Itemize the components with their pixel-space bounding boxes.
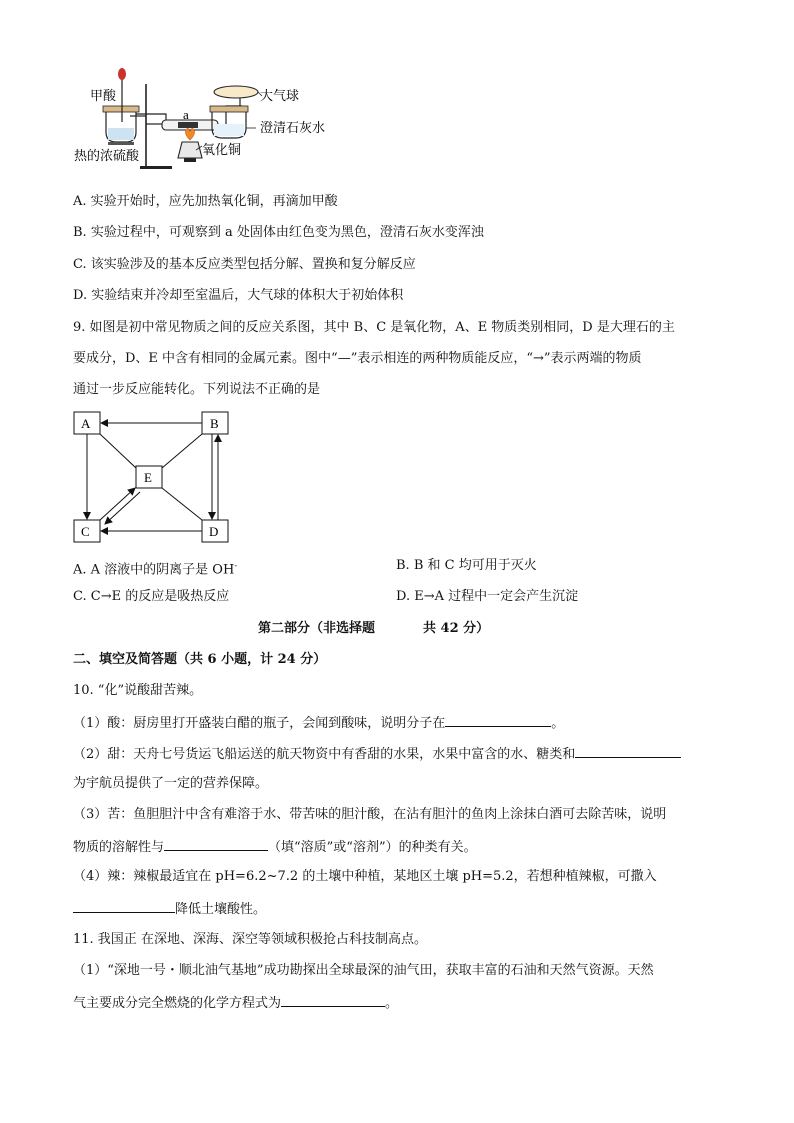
- part2-title: 第二部分（非选择题 共 42 分）: [258, 621, 490, 636]
- q10-stem: 10. “化”说酸甜苦辣。: [73, 683, 203, 698]
- label-balloon: 大气球: [260, 88, 300, 103]
- q9-option-b: B. B 和 C 均可用于灭火: [396, 558, 537, 573]
- q10-part-3-line-1: （3）苦：鱼胆胆汁中含有难溶于水、带苦味的胆汁酸，在沾有胆汁的鱼肉上涂抹白酒可去除苦味，说明: [73, 807, 667, 822]
- dropper-bulb-icon: [118, 68, 126, 80]
- relation-diagram: [70, 408, 240, 548]
- answer-blank[interactable]: [445, 712, 551, 727]
- answer-blank[interactable]: [575, 743, 681, 758]
- answer-blank[interactable]: [164, 836, 268, 851]
- q10-part-3-line-2: 物质的溶解性与 （填“溶质”或“溶剂”）的种类有关。: [73, 836, 477, 858]
- answer-blank[interactable]: [73, 898, 175, 913]
- q10-part-4-line-1: （4）辣：辣椒最适宜在 pH=6.2~7.2 的土壤中种植，某地区土壤 pH=5.2，若想种植辣椒，可撒入: [73, 869, 657, 884]
- node-b: B: [210, 416, 219, 431]
- label-copper-oxide: 氧化铜: [202, 142, 242, 157]
- q9-stem-line-2: 要成分，D、E 中含有相同的金属元素。图中“—”表示相连的两种物质能反应，“→”表示两端的物质: [73, 351, 642, 366]
- q9-option-a: A. A 溶液中的阴离子是 OH-: [73, 561, 238, 578]
- label-formic-acid: 甲酸: [90, 88, 117, 103]
- q11-part-1-line-2: 气主要成分完全燃烧的化学方程式为 。: [73, 992, 398, 1014]
- node-a: A: [81, 416, 91, 431]
- copper-oxide-sample: [178, 122, 198, 128]
- edge-e-d: [162, 488, 202, 520]
- q9-option-d: D. E→A 过程中一定会产生沉淀: [396, 589, 579, 604]
- q9-stem-line-1: 9. 如图是初中常见物质之间的反应关系图，其中 B、C 是氧化物，A、E 物质类别相同，D 是大理石的主: [73, 320, 675, 335]
- q8-option-a: A. 实验开始时，应先加热氧化铜，再滴加甲酸: [73, 194, 338, 209]
- apparatus-figure: [70, 62, 330, 174]
- stand-base: [140, 166, 172, 169]
- node-e: E: [144, 470, 152, 485]
- q8-option-d: D. 实验结束并冷却至室温后，大气球的体积大于初始体积: [73, 288, 404, 303]
- answer-blank[interactable]: [281, 992, 385, 1007]
- q11-part-1-line-1: （1）“深地一号・顺北油气基地”成功勘探出全球最深的油气田，获取丰富的石油和天然气资源。天然: [73, 963, 654, 978]
- q8-option-b: B. 实验过程中，可观察到 a 处固体由红色变为黑色，澄清石灰水变浑浊: [73, 225, 484, 240]
- edge-e-b: [162, 434, 202, 468]
- section2-title: 二、填空及简答题（共 6 小题，计 24 分）: [73, 652, 327, 667]
- edge-e-a: [100, 434, 136, 468]
- q10-part-2-line-1: （2）甜：天舟七号货运飞船运送的航天物资中有香甜的水果，水果中富含的水、糖类和: [73, 743, 681, 765]
- label-limewater: 澄清石灰水: [260, 120, 326, 135]
- node-c: C: [81, 524, 90, 539]
- balloon-icon: [214, 86, 258, 98]
- node-d: D: [209, 524, 219, 539]
- svg-text:a: a: [183, 107, 189, 122]
- q10-part-1: （1）酸：厨房里打开盛装白醋的瓶子，会闻到酸味，说明分子在 。: [73, 712, 564, 734]
- q10-part-2-line-2: 为宇航员提供了一定的营养保障。: [73, 776, 269, 791]
- q9-option-c: C. C→E 的反应是吸热反应: [73, 589, 230, 604]
- q11-stem: 11. 我国正 在深地、深海、深空等领域积极抢占科技制高点。: [73, 932, 427, 947]
- edge-e-c: [105, 492, 140, 524]
- alcohol-lamp-icon: [178, 142, 202, 158]
- edge-c-e: [100, 488, 135, 520]
- q9-stem-line-3: 通过一步反应能转化。下列说法不正确的是: [73, 382, 321, 397]
- q8-option-c: C. 该实验涉及的基本反应类型包括分解、置换和复分解反应: [73, 257, 416, 272]
- q10-part-4-line-2: 降低土壤酸性。: [73, 898, 266, 920]
- label-hot-sulfuric-acid: 热的浓硫酸: [74, 148, 140, 163]
